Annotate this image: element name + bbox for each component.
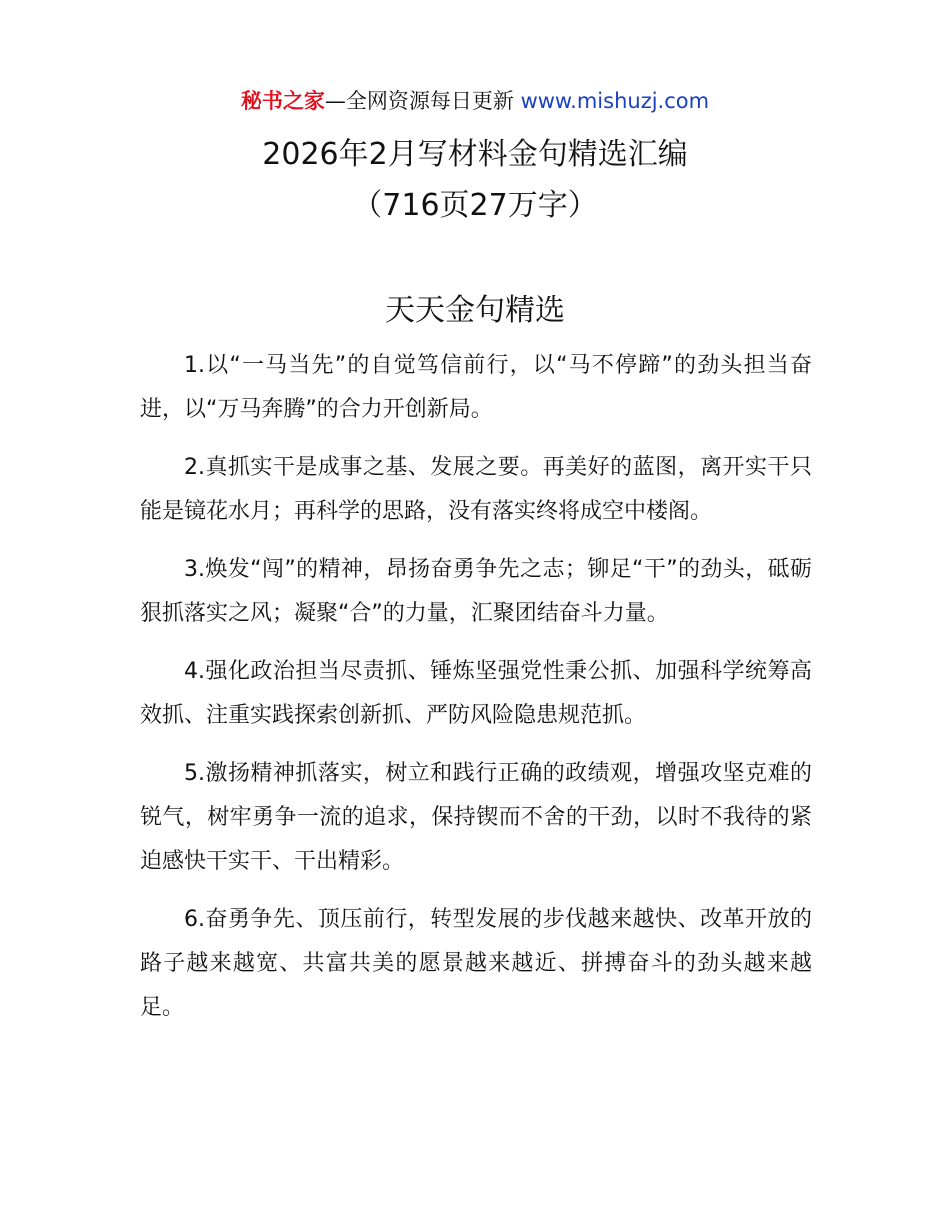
site-header xyxy=(0,86,950,116)
paragraph-6: 6.奋勇争先、顶压前行，转型发展的步伐越来越快、改革开放的路子越来越宽、共富共美的愿景越来越近、拼搏奋斗的劲头越来越足。 xyxy=(140,907,812,1020)
document-body xyxy=(140,344,812,1044)
brand-name: 秘书之家 xyxy=(240,89,325,113)
paragraph-2: 2.真抓实干是成事之基、发展之要。再美好的蓝图，离开实干只能是镜花水月；再科学的思路，没有落实终将成空中楼阁。 xyxy=(140,455,812,524)
paragraph-5: 5.激扬精神抓落实，树立和践行正确的政绩观，增强攻坚克难的锐气，树牢勇争一流的追求，保持锲而不舍的干劲，以时不我待的紧迫感快干实干、干出精彩。 xyxy=(140,761,812,874)
paragraph-3: 3.焕发“闯”的精神，昂扬奋勇争先之志；铆足“干”的劲头，砥砺狠抓落实之风；凝聚“合”的力量，汇聚团结奋斗力量。 xyxy=(140,557,812,626)
header-tagline: —全网资源每日更新 xyxy=(324,89,521,113)
document-title: 2026年2月写材料金句精选汇编 xyxy=(262,137,688,172)
site-link[interactable]: www.mishuzj.com xyxy=(520,89,710,113)
paragraph-1: 1.以“一马当先”的自觉笃信前行，以“马不停蹄”的劲头担当奋进，以“万马奔腾”的合力开创新局。 xyxy=(140,353,812,422)
document-subtitle: （716页27万字） xyxy=(352,188,598,223)
section-title: 天天金句精选 xyxy=(385,293,565,328)
paragraph-4: 4.强化政治担当尽责抓、锤炼坚强党性秉公抓、加强科学统筹高效抓、注重实践探索创新抓、严防风险隐患规范抓。 xyxy=(140,659,812,728)
